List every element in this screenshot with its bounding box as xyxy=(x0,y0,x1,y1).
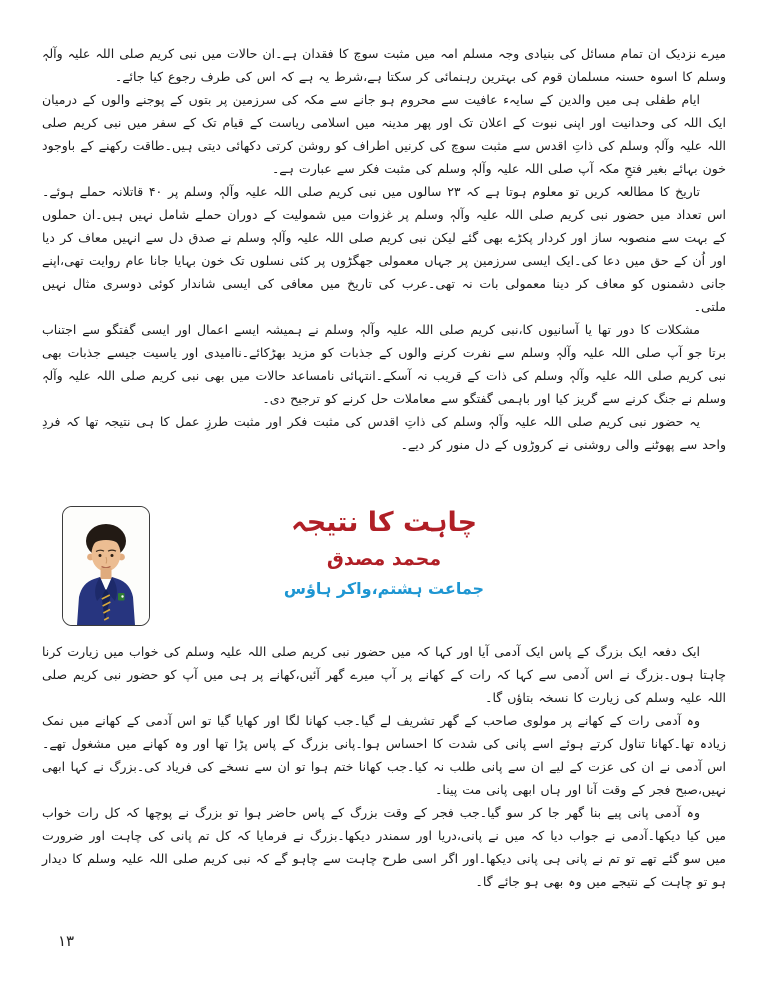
article-author: محمد مصدق xyxy=(326,547,442,570)
page-content xyxy=(42,42,726,893)
article-author-class: جماعت ہشتم،واکر ہاؤس xyxy=(283,578,485,598)
article-1 xyxy=(42,42,726,500)
article-1-paragraph: یہ حضور نبی کریم صلی اللہ علیہ وآلہٖ وسلم کی ذاتِ اقدس کی مثبت فکر اور مثبت طرزِ عمل کا ہی نتیجہ تھا کہ فردِ واحد سے پھوٹنے والی روشنی نے کروڑوں کے دل منور کر دیے۔ xyxy=(42,414,726,452)
article-2-titles xyxy=(42,506,726,598)
article-1-paragraph: ایام طفلی ہی میں والدین کے سایہء عافیت سے محروم ہو جانے سے مکہ کی سرزمین پر بتوں کے پوجنے والوں کے درمیان ایک اللہ کی وحدانیت اور اپنی نبوت کے اعلان تک اور پھر مدینہ میں اسلامی ریاست کے قیام تک کے سفر میں نبی کریم صلی اللہ علیہ وآلہٖ وسلم کی ذاتِ اقدس سے مثبت سوچ کی کرنیں اطراف کو روشن کرتی دکھائی دیتی ہیں۔طاقت رکھنے کے باوجود خون بہائے بغیر فتحِ مکہ آپ صلی اللہ علیہ وآلہٖ وسلم کی مثبت فکر سے عبارت ہے۔ xyxy=(42,92,726,176)
article-title: چاہت کا نتیجہ xyxy=(290,507,478,538)
article-2-paragraph: ایک دفعہ ایک بزرگ کے پاس ایک آدمی آیا اور کہا کہ میں حضور نبی کریم صلی اللہ علیہ وسلم کی خواب میں زیارت کرنا چاہتا ہوں۔بزرگ نے اس آدمی سے کہا کہ رات کے کھانے پر آپ میرے گھر آئیں،کھانے پر ہی میں آپ کو حضور نبی کریم صلی اللہ علیہ وسلم کی زیارت کا نسخہ بتاؤں گا۔ xyxy=(42,644,726,705)
article-1-paragraph: تاریخ کا مطالعہ کریں تو معلوم ہوتا ہے کہ ۲۳ سالوں میں نبی کریم صلی اللہ علیہ وآلہٖ وسلم پر ۴۰ قاتلانہ حملے ہوئے۔اس تعداد میں حضور نبی کریم صلی اللہ علیہ وآلہٖ وسلم پر غزوات میں شمولیت کے دوران حملے شامل نہیں ہیں۔ان حملوں کے بہت سے منصوبہ ساز اور کردار پکڑے بھی گئے لیکن نبی کریم صلی اللہ علیہ وآلہٖ وسلم نے صدق دل سے انہیں معاف کر دیا اور اُن کے حق میں دعا کی۔ایک ایسی سرزمین پر جہاں معمولی جھگڑوں پر کئی نسلوں تک خون بہایا جانا عام روایت تھی،اپنے جانی دشمنوں کو معاف کر دینا معمولی بات نہ تھی۔عرب کی تاریخ میں معافی کی ایسی شاندار کوئی دوسری مثال نہیں ملتی۔ xyxy=(42,184,726,314)
page-number: ۱۳ xyxy=(58,932,75,950)
article-1-paragraph: مشکلات کا دور تھا یا آسانیوں کا،نبی کریم صلی اللہ علیہ وآلہٖ وسلم نے ہمیشہ ایسے اعمال اور ایسی گفتگو سے اجتناب برتا جو آپ صلی اللہ علیہ وآلہٖ وسلم سے نفرت کرنے والوں کے جذبات کو مزید بھڑکائے۔ناامیدی اور یاسیت جیسے جذبات بھی نبی کریم صلی اللہ علیہ وآلہٖ وسلم کی ذات کے قریب نہ آسکے۔انتہائی نامساعد حالات میں بھی نبی کریم صلی اللہ علیہ وآلہٖ وسلم نے جنگ کرنے سے گریز کیا اور باہمی گفتگو سے معاملات حل کرنے کو ترجیح دی۔ xyxy=(42,322,726,406)
article-1-paragraph: میرے نزدیک ان تمام مسائل کی بنیادی وجہ مسلم امہ میں مثبت سوچ کا فقدان ہے۔ان حالات میں نبی کریم صلی اللہ علیہ وآلہٖ وسلم کا اسوہ حسنہ مسلمان قوم کی بہترین رہنمائی کر سکتا ہے،شرط یہ ہے کہ اس کی طرف رجوع کیا جائے۔ xyxy=(42,46,726,84)
article-2-paragraph: وہ آدمی پانی پیے بنا گھر جا کر سو گیا۔جب فجر کے وقت بزرگ کے پاس حاضر ہوا تو بزرگ نے پوچھا کہ کل رات خواب میں کیا دیکھا۔آدمی نے جواب دیا کہ میں نے پانی،دریا اور سمندر دیکھا۔بزرگ نے فرمایا کہ کل تم پانی کی چاہت اور ضرورت میں سو گئے تھے تو تم نے پانی ہی پانی دیکھا۔اور اگر اسی طرح چاہت سے چاہو گے کہ نبی کریم صلی اللہ علیہ وسلم کا دیدار ہو تو چاہت کے نتیجے میں وہ بھی ہو جائے گا۔ xyxy=(42,805,726,889)
article-2-paragraph: وہ آدمی رات کے کھانے پر مولوی صاحب کے گھر تشریف لے گیا۔جب کھانا لگا اور کھایا گیا تو اس آدمی کے کھانے میں نمک زیادہ تھا۔کھانا تناول کرتے ہوئے اسے پانی کی شدت کا احساس ہوا۔پانی بزرگ کے پاس پڑا تھا اور وہ کھانے میں مشغول تھے۔اس آدمی نے ان کی عزت کے لیے ان سے پانی طلب نہ کیا۔جب کھانا ختم ہوا تو ان سے نسخے کی فریاد کی۔بزرگ نے کہا ابھی نہیں،صبح فجر کے وقت آنا اور ہاں ابھی پانی مت پینا۔ xyxy=(42,713,726,797)
article-2-body xyxy=(42,640,726,893)
article-2-header xyxy=(42,504,726,640)
